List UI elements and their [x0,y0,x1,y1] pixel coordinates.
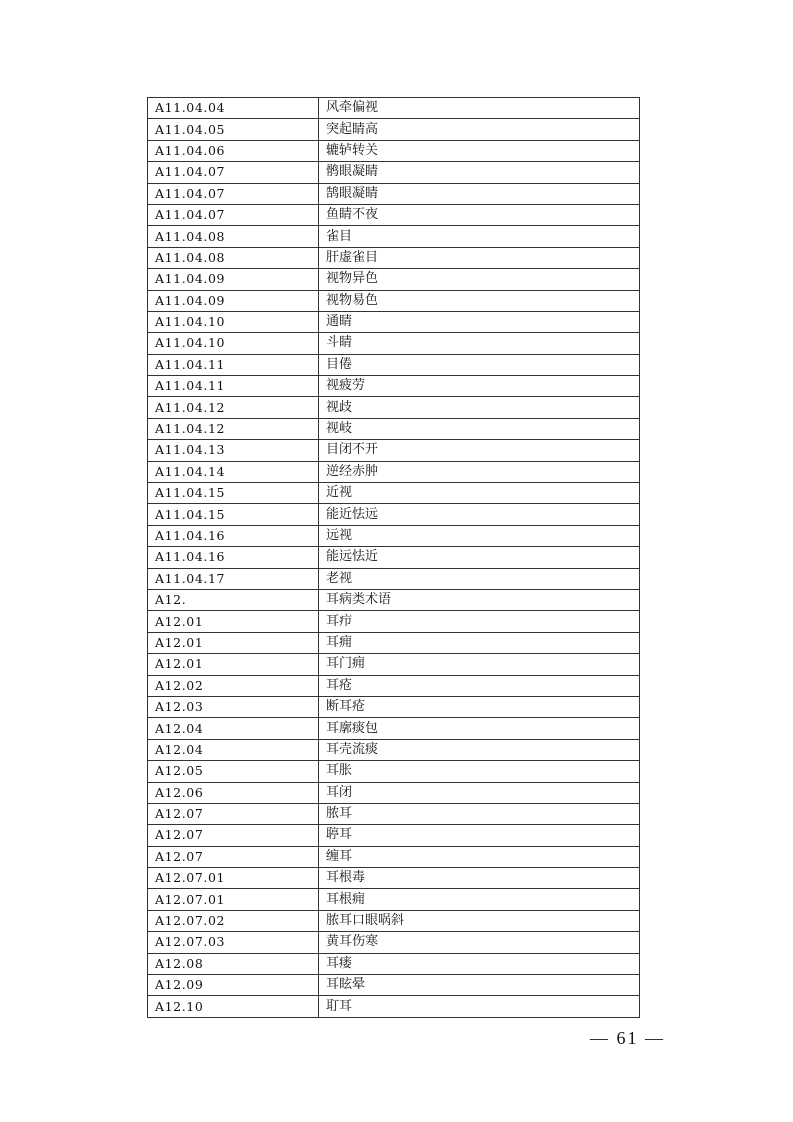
table-row [148,611,640,632]
term-code-cell: A12.10 [148,996,319,1017]
term-name-cell: 耳疮 [319,675,640,696]
table-row [148,140,640,161]
term-name-cell: 逆经赤肿 [319,461,640,482]
term-code-cell: A12.07.01 [148,868,319,889]
term-code-cell: A12.02 [148,675,319,696]
term-name-cell: 缠耳 [319,846,640,867]
term-name-cell: 视歧 [319,397,640,418]
table-row [148,996,640,1017]
table-row [148,868,640,889]
term-name-cell: 突起睛高 [319,119,640,140]
term-code-cell: A11.04.16 [148,547,319,568]
table-row [148,761,640,782]
term-code-cell: A11.04.05 [148,119,319,140]
term-code-cell: A12.07 [148,803,319,824]
term-name-cell: 脓耳 [319,803,640,824]
term-code-cell: A11.04.15 [148,504,319,525]
term-code-cell: A11.04.06 [148,140,319,161]
term-code-cell: A12.06 [148,782,319,803]
term-code-cell: A11.04.11 [148,354,319,375]
term-name-cell: 耳壳流痰 [319,739,640,760]
term-code-cell: A12.01 [148,654,319,675]
term-code-cell: A11.04.10 [148,333,319,354]
table-row [148,247,640,268]
table-row [148,183,640,204]
term-table [147,97,640,1018]
term-name-cell: 耳瘘 [319,953,640,974]
term-code-cell: A12.05 [148,761,319,782]
table-row [148,311,640,332]
term-name-cell: 耳胀 [319,761,640,782]
table-row [148,739,640,760]
term-name-cell: 鹘眼凝睛 [319,162,640,183]
table-row [148,675,640,696]
term-name-cell: 耳门痈 [319,654,640,675]
table-row [148,910,640,931]
table-row [148,547,640,568]
page-number: — 61 — [590,1028,665,1048]
term-name-cell: 视物易色 [319,290,640,311]
term-name-cell: 视岐 [319,418,640,439]
term-code-cell: A11.04.15 [148,483,319,504]
term-code-cell: A12.04 [148,718,319,739]
table-row [148,568,640,589]
term-name-cell: 断耳疮 [319,696,640,717]
term-name-cell: 近视 [319,483,640,504]
term-code-cell: A12.09 [148,975,319,996]
table-row [148,119,640,140]
table-row [148,803,640,824]
term-code-cell: A11.04.07 [148,204,319,225]
table-row [148,440,640,461]
table-row [148,782,640,803]
term-code-cell: A12. [148,589,319,610]
term-name-cell: 耳闭 [319,782,640,803]
term-code-cell: A12.07.01 [148,889,319,910]
table-row [148,825,640,846]
table-row [148,162,640,183]
term-name-cell: 耳疖 [319,611,640,632]
term-code-cell: A12.07.03 [148,932,319,953]
term-table-body [148,98,640,1018]
term-name-cell: 脓耳口眼㖞斜 [319,910,640,931]
term-name-cell: 风牵偏视 [319,98,640,119]
table-row [148,226,640,247]
term-code-cell: A11.04.08 [148,247,319,268]
term-code-cell: A12.04 [148,739,319,760]
term-code-cell: A12.07 [148,825,319,846]
term-code-cell: A11.04.09 [148,290,319,311]
term-name-cell: 鱼睛不夜 [319,204,640,225]
table-row [148,953,640,974]
table-row [148,98,640,119]
term-code-cell: A11.04.14 [148,461,319,482]
term-name-cell: 耳根毒 [319,868,640,889]
term-name-cell: 雀目 [319,226,640,247]
term-code-cell: A11.04.12 [148,397,319,418]
term-code-cell: A11.04.08 [148,226,319,247]
term-name-cell: 耳痈 [319,632,640,653]
term-name-cell: 能远怯近 [319,547,640,568]
term-code-cell: A11.04.09 [148,269,319,290]
term-name-cell: 耵耳 [319,996,640,1017]
term-name-cell: 能近怯远 [319,504,640,525]
table-row [148,418,640,439]
table-row [148,483,640,504]
table-row [148,504,640,525]
table-row [148,204,640,225]
term-code-cell: A12.07 [148,846,319,867]
table-row [148,632,640,653]
term-name-cell: 目倦 [319,354,640,375]
table-row [148,397,640,418]
term-name-cell: 鹄眼凝睛 [319,183,640,204]
table-row [148,654,640,675]
term-code-cell: A12.01 [148,632,319,653]
term-code-cell: A11.04.10 [148,311,319,332]
table-row [148,932,640,953]
term-code-cell: A12.01 [148,611,319,632]
term-code-cell: A12.08 [148,953,319,974]
term-name-cell: 聤耳 [319,825,640,846]
term-code-cell: A11.04.07 [148,183,319,204]
term-name-cell: 耳廓痰包 [319,718,640,739]
term-code-cell: A12.03 [148,696,319,717]
term-name-cell: 辘轳转关 [319,140,640,161]
term-name-cell: 视疲劳 [319,376,640,397]
term-name-cell: 斗睛 [319,333,640,354]
table-row [148,354,640,375]
table-row [148,696,640,717]
term-name-cell: 耳眩晕 [319,975,640,996]
term-code-cell: A11.04.04 [148,98,319,119]
term-code-cell: A11.04.11 [148,376,319,397]
term-name-cell: 耳根痈 [319,889,640,910]
table-row [148,525,640,546]
term-code-cell: A11.04.16 [148,525,319,546]
term-name-cell: 通睛 [319,311,640,332]
term-name-cell: 耳病类术语 [319,589,640,610]
table-row [148,889,640,910]
term-code-cell: A12.07.02 [148,910,319,931]
term-name-cell: 老视 [319,568,640,589]
term-name-cell: 视物异色 [319,269,640,290]
term-name-cell: 目闭不开 [319,440,640,461]
term-name-cell: 远视 [319,525,640,546]
table-row [148,461,640,482]
term-code-cell: A11.04.12 [148,418,319,439]
table-row [148,333,640,354]
term-code-cell: A11.04.17 [148,568,319,589]
table-row [148,718,640,739]
table-row [148,589,640,610]
term-code-cell: A11.04.07 [148,162,319,183]
table-row [148,975,640,996]
table-row [148,846,640,867]
table-row [148,376,640,397]
table-row [148,290,640,311]
table-row [148,269,640,290]
term-name-cell: 黄耳伤寒 [319,932,640,953]
term-code-cell: A11.04.13 [148,440,319,461]
term-name-cell: 肝虚雀目 [319,247,640,268]
